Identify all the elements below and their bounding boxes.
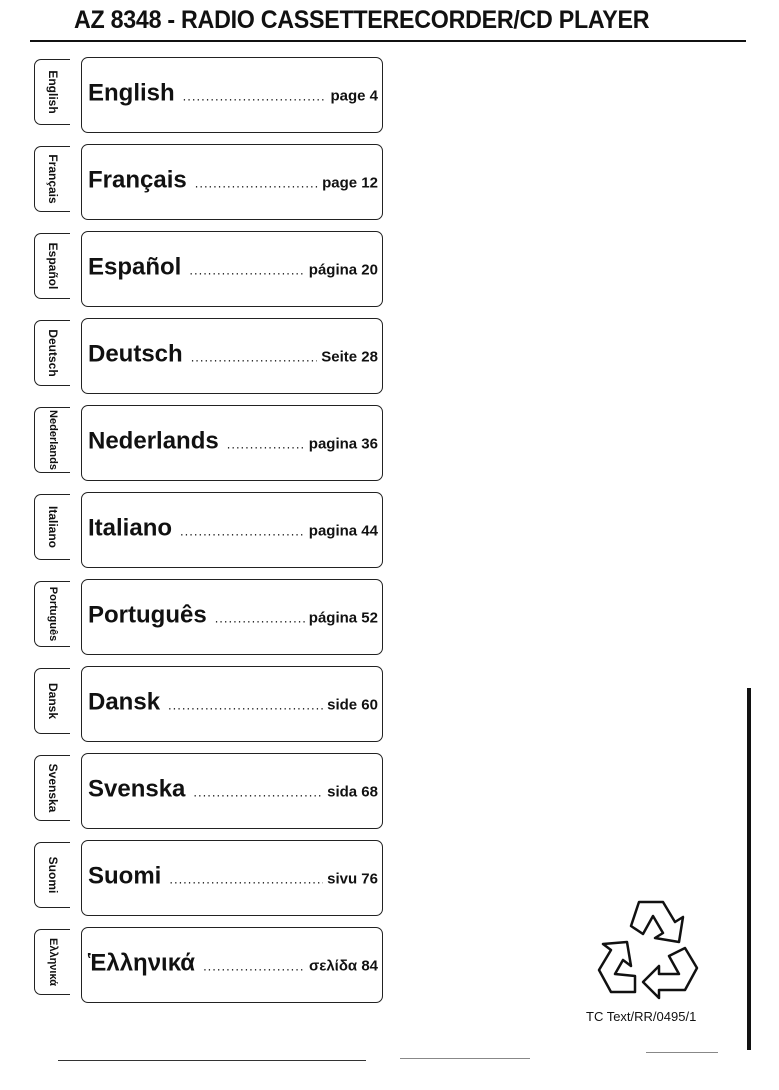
tab-label: Español (45, 242, 60, 290)
toc-row-suomi (0, 840, 400, 916)
dot-leader (191, 350, 318, 365)
recycle-icon (595, 898, 707, 1003)
tab-label: Svenska (45, 763, 60, 813)
toc-row-portugues (0, 579, 400, 655)
tab-label: Italiano (45, 505, 60, 549)
page-reference: página 20 (308, 261, 378, 279)
tab-label: English (45, 70, 60, 114)
dot-leader (183, 89, 327, 104)
toc-entry-francais[interactable] (81, 144, 383, 220)
margin-bar (747, 688, 751, 1050)
toc-row-italiano (0, 492, 400, 568)
language-name: Ἑλληνικά (88, 949, 196, 977)
toc-row-ellinika (0, 927, 400, 1003)
language-name: Suomi (88, 862, 162, 890)
tab-label: Ελληνικά (46, 938, 59, 986)
tab-italiano[interactable] (34, 494, 70, 560)
toc-row-francais (0, 144, 400, 220)
toc-row-nederlands (0, 405, 400, 481)
dot-leader (203, 959, 305, 974)
toc-entry-dansk[interactable] (81, 666, 383, 742)
dot-leader (169, 872, 323, 887)
scan-artifact (400, 1058, 530, 1059)
language-name: Português (88, 601, 207, 629)
toc-entry-nederlands[interactable] (81, 405, 383, 481)
tab-portugues[interactable] (34, 581, 70, 647)
toc-row-svenska (0, 753, 400, 829)
toc-row-english (0, 57, 400, 133)
title-rule (30, 40, 746, 42)
toc-entry-espanol[interactable] (81, 231, 383, 307)
tab-label: Português (46, 586, 59, 642)
toc-entry-portugues[interactable] (81, 579, 383, 655)
tab-ellinika[interactable] (34, 929, 70, 995)
tab-nederlands[interactable] (34, 407, 70, 473)
page-reference: Seite 28 (321, 348, 378, 366)
language-name: Italiano (88, 514, 173, 542)
tab-label: Français (45, 154, 60, 204)
tab-deutsch[interactable] (34, 320, 70, 386)
page-reference: sivu 76 (327, 870, 378, 888)
tab-label: Nederlands (46, 410, 59, 470)
dot-leader (180, 524, 305, 539)
scan-artifact (58, 1060, 366, 1061)
dot-leader (189, 263, 304, 278)
language-name: Dansk (88, 688, 161, 716)
toc-entry-suomi[interactable] (81, 840, 383, 916)
language-name: Français (88, 166, 187, 194)
toc-entry-ellinika[interactable] (81, 927, 383, 1003)
page-title: AZ 8348 - RADIO CASSETTERECORDER/CD PLAYER (74, 6, 650, 34)
tab-label: Deutsch (45, 329, 60, 377)
tab-francais[interactable] (34, 146, 70, 212)
dot-leader (227, 437, 305, 452)
toc-row-dansk (0, 666, 400, 742)
tab-dansk[interactable] (34, 668, 70, 734)
document-reference: TC Text/RR/0495/1 (586, 1009, 697, 1024)
page-reference: page 12 (322, 174, 378, 192)
dot-leader (193, 785, 323, 800)
dot-leader (215, 611, 305, 626)
page-reference: sida 68 (327, 783, 378, 801)
tab-english[interactable] (34, 59, 70, 125)
toc-entry-deutsch[interactable] (81, 318, 383, 394)
dot-leader (168, 698, 323, 713)
page-reference: σελίδα 84 (308, 957, 378, 975)
page-reference: page 4 (330, 87, 378, 105)
tab-suomi[interactable] (34, 842, 70, 908)
tab-svenska[interactable] (34, 755, 70, 821)
page-reference: página 52 (308, 609, 378, 627)
toc-entry-svenska[interactable] (81, 753, 383, 829)
toc-row-deutsch (0, 318, 400, 394)
language-name: Español (88, 253, 182, 281)
tab-label: Dansk (45, 682, 60, 720)
dot-leader (195, 176, 318, 191)
toc-row-espanol (0, 231, 400, 307)
page-reference: pagina 44 (308, 522, 378, 540)
tab-espanol[interactable] (34, 233, 70, 299)
tab-label: Suomi (45, 856, 60, 894)
toc-entry-english[interactable] (81, 57, 383, 133)
page-reference: side 60 (327, 696, 378, 714)
language-name: English (88, 79, 175, 107)
language-name: Deutsch (88, 340, 183, 368)
scan-artifact (646, 1052, 718, 1053)
toc-entry-italiano[interactable] (81, 492, 383, 568)
page-reference: pagina 36 (308, 435, 378, 453)
language-name: Svenska (88, 775, 186, 803)
language-name: Nederlands (88, 427, 219, 455)
